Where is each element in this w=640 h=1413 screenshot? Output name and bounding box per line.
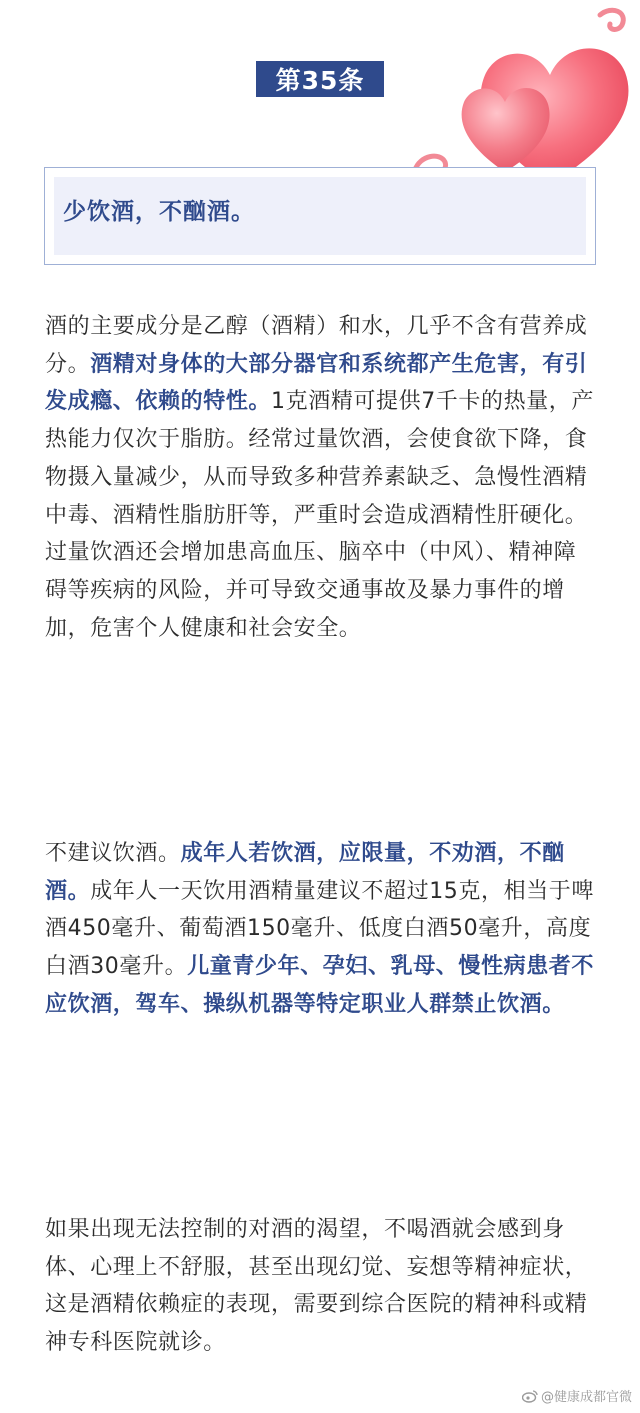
summary-text: 少饮酒，不酗酒。 [63,199,255,225]
paragraph-highlight: 酒精对身体的大部分器官和系统都产生危害，有引发成瘾、依赖的特性。 [45,351,588,415]
paragraph-text: 如果出现无法控制的对酒的渴望，不喝酒就会感到身体、心理上不舒服，甚至出现幻觉、妄想等精神症状，这是酒精依赖症的表现，需要到综合医院的精神科或精神专科医院就诊。 [45,1217,588,1356]
paragraph-text: 成年人一天饮用酒精量建议不超过15克，相当于啤酒450毫升、葡萄酒150毫升、低度白酒50毫升，高度白酒30毫升。 [45,878,594,980]
paragraph-highlight: 成年人若饮酒，应限量，不劝酒，不酗酒。 [45,841,565,904]
summary-box [44,167,596,265]
weibo-icon [522,1389,538,1403]
watermark-text: @健康成都官微 [540,1390,632,1405]
paragraph-highlight: 儿童青少年、孕妇、乳母、慢性病患者不应饮酒，驾车、操纵机器等特定职业人群禁止饮酒。 [45,954,595,1017]
paragraph-text: 1克酒精可提供7千卡的热量，产热能力仅次于脂肪。经常过量饮酒，会使食欲下降，食物摄入量减少，从而导致多种营养素缺乏、急慢性酒精中毒、酒精性脂肪肝等，严重时会造成酒精性肝硬化。过量饮酒还会增加患高血压、脑卒中（中风）、精神障碍等疾病的风险，并可导致交通事故及暴力事件的增加，危害个人健康和社会安全。 [45,389,595,641]
paragraph-text: 酒的主要成分是乙醇（酒精）和水，几乎不含有营养成分。 [45,314,588,377]
paragraph-1 [45,308,597,647]
paragraph-2 [45,835,597,1024]
article-number-badge: 第35条 [256,61,384,97]
paragraph-text: 不建议饮酒。 [45,841,181,866]
paragraph-3 [45,1211,597,1362]
watermark [522,1386,632,1405]
